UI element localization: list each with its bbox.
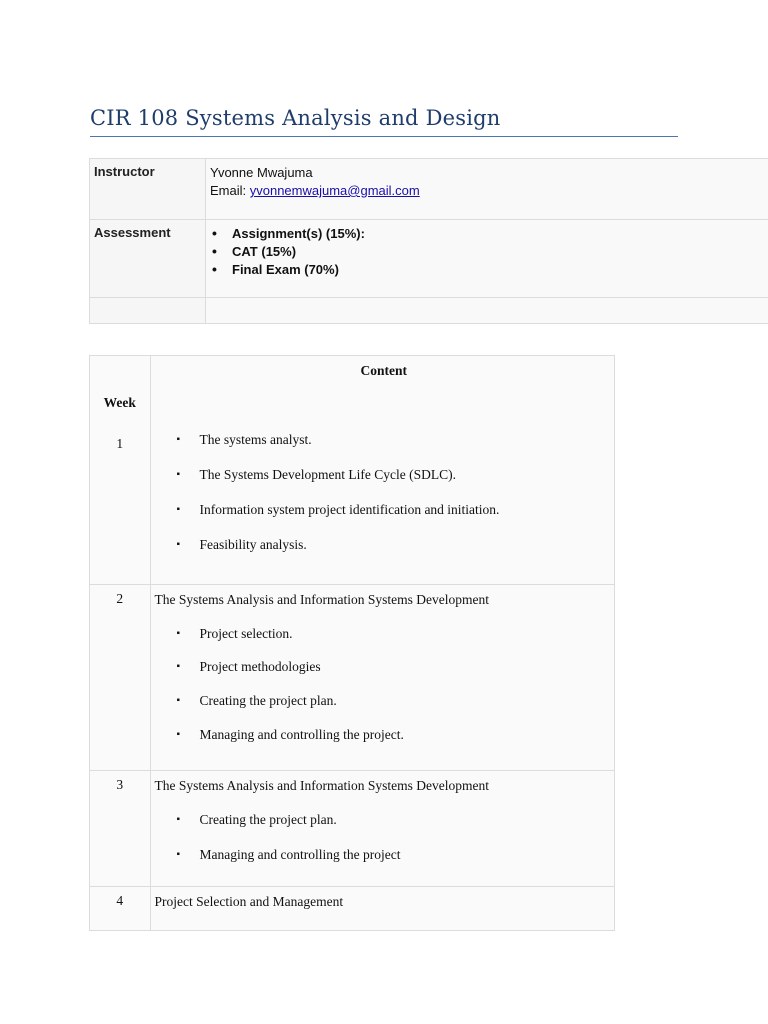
page-title: CIR 108 Systems Analysis and Design xyxy=(90,106,678,137)
instructor-label: Instructor xyxy=(90,159,206,220)
topic-item: ▪ The Systems Development Life Cycle (SDLC). xyxy=(155,466,614,484)
content-cell xyxy=(150,356,615,585)
assessment-details xyxy=(206,220,768,298)
topic-item: ▪ Managing and controlling the project xyxy=(155,846,614,864)
instructor-details xyxy=(206,159,768,220)
topic-item: ▪ The systems analyst. xyxy=(155,431,614,449)
topic-list xyxy=(155,625,614,744)
topic-item: ▪ Information system project identification and initiation. xyxy=(155,501,614,519)
topic-item: ▪ Creating the project plan. xyxy=(155,811,614,829)
topic-item: ▪ Feasibility analysis. xyxy=(155,536,614,554)
assessment-item: • CAT (15%) xyxy=(210,243,768,261)
week-number: 3 xyxy=(90,771,151,887)
topic-list xyxy=(155,393,614,554)
week-number: 4 xyxy=(90,887,151,931)
topic-list xyxy=(155,811,614,864)
assessment-label: Assessment xyxy=(90,220,206,298)
week-number: 1 xyxy=(116,436,124,451)
empty-cell xyxy=(90,298,206,324)
assessment-list xyxy=(210,225,768,279)
topic-item: ▪ Project selection. xyxy=(155,625,614,643)
week-cell xyxy=(90,356,151,585)
week-header: Week xyxy=(103,395,136,410)
email-prefix: Email: xyxy=(210,183,250,198)
content-header: Content xyxy=(360,363,407,378)
week-heading: The Systems Analysis and Information Systems Development xyxy=(154,778,489,793)
course-info-table xyxy=(89,158,768,324)
content-cell xyxy=(150,887,615,931)
assessment-item: • Final Exam (70%) xyxy=(210,261,768,279)
topic-item: ▪ Managing and controlling the project. xyxy=(155,726,614,744)
content-cell xyxy=(150,771,615,887)
instructor-name: Yvonne Mwajuma xyxy=(210,165,313,180)
email-link[interactable]: yvonnemwajuma@gmail.com xyxy=(249,183,420,198)
weekly-schedule-table xyxy=(89,355,615,931)
topic-item: ▪ Creating the project plan. xyxy=(155,692,614,710)
week-heading: The Systems Analysis and Information Systems Development xyxy=(154,592,489,607)
content-cell xyxy=(150,585,615,771)
empty-cell xyxy=(206,298,768,324)
week-number: 2 xyxy=(90,585,151,771)
assessment-item: • Assignment(s) (15%): xyxy=(210,225,768,243)
week-heading: Project Selection and Management xyxy=(154,894,344,909)
topic-item: ▪ Project methodologies xyxy=(155,658,614,676)
